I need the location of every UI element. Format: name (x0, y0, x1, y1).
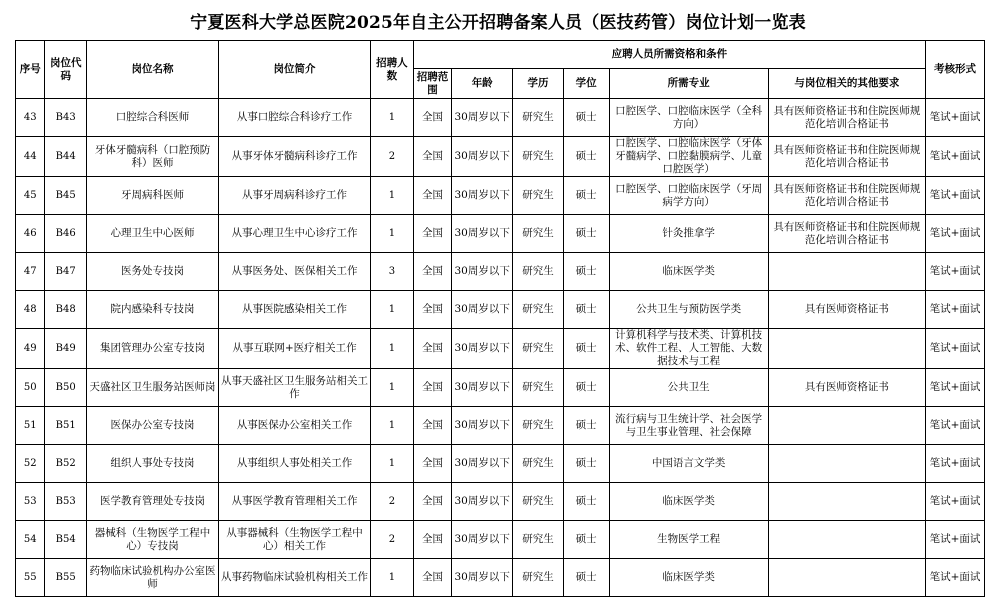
cell-major: 口腔医学、口腔临床医学（牙周病学方向） (609, 177, 768, 215)
cell-scope: 全国 (413, 521, 452, 559)
cell-count: 1 (371, 407, 414, 445)
cell-age: 30周岁以下 (452, 521, 513, 559)
cell-exam: 笔试+面试 (926, 253, 985, 291)
cell-code: B46 (45, 215, 87, 253)
header-education: 学历 (513, 69, 564, 99)
cell-education: 研究生 (513, 445, 564, 483)
cell-desc: 从事药物临床试验机构相关工作 (218, 559, 370, 597)
cell-other: 具有医师资格证书和住院医师规范化培训合格证书 (768, 137, 925, 177)
cell-seq: 43 (16, 99, 45, 137)
cell-scope: 全国 (413, 445, 452, 483)
cell-major: 临床医学类 (609, 559, 768, 597)
header-desc: 岗位简介 (218, 41, 370, 99)
cell-desc: 从事器械科（生物医学工程中心）相关工作 (218, 521, 370, 559)
cell-desc: 从事医院感染相关工作 (218, 291, 370, 329)
cell-name: 牙体牙髓病科（口腔预防科）医师 (87, 137, 219, 177)
cell-name: 院内感染科专技岗 (87, 291, 219, 329)
cell-name: 牙周病科医师 (87, 177, 219, 215)
table-row (16, 559, 985, 597)
cell-seq: 55 (16, 559, 45, 597)
cell-exam: 笔试+面试 (926, 483, 985, 521)
cell-name: 口腔综合科医师 (87, 99, 219, 137)
cell-education: 研究生 (513, 99, 564, 137)
cell-count: 2 (371, 483, 414, 521)
cell-desc: 从事医学教育管理相关工作 (218, 483, 370, 521)
cell-age: 30周岁以下 (452, 215, 513, 253)
cell-desc: 从事牙周病科诊疗工作 (218, 177, 370, 215)
cell-seq: 45 (16, 177, 45, 215)
cell-count: 1 (371, 445, 414, 483)
cell-age: 30周岁以下 (452, 369, 513, 407)
cell-major: 中国语言文学类 (609, 445, 768, 483)
cell-age: 30周岁以下 (452, 483, 513, 521)
cell-other: 具有医师资格证书 (768, 369, 925, 407)
header-name: 岗位名称 (87, 41, 219, 99)
cell-major: 计算机科学与技术类、计算机技术、软件工程、人工智能、大数据技术与工程 (609, 329, 768, 369)
cell-degree: 硕士 (563, 177, 609, 215)
cell-count: 1 (371, 369, 414, 407)
cell-desc: 从事组织人事处相关工作 (218, 445, 370, 483)
cell-major: 流行病与卫生统计学、社会医学与卫生事业管理、社会保障 (609, 407, 768, 445)
cell-seq: 53 (16, 483, 45, 521)
cell-other: 具有医师资格证书和住院医师规范化培训合格证书 (768, 177, 925, 215)
cell-degree: 硕士 (563, 329, 609, 369)
cell-code: B52 (45, 445, 87, 483)
table-body (16, 99, 985, 597)
cell-exam: 笔试+面试 (926, 559, 985, 597)
cell-degree: 硕士 (563, 291, 609, 329)
cell-count: 1 (371, 215, 414, 253)
position-plan-table (15, 40, 985, 597)
cell-degree: 硕士 (563, 407, 609, 445)
cell-age: 30周岁以下 (452, 291, 513, 329)
cell-desc: 从事医务处、医保相关工作 (218, 253, 370, 291)
cell-exam: 笔试+面试 (926, 137, 985, 177)
table-row (16, 291, 985, 329)
table-row (16, 369, 985, 407)
table-row (16, 483, 985, 521)
cell-code: B43 (45, 99, 87, 137)
cell-other: 具有医师资格证书和住院医师规范化培训合格证书 (768, 99, 925, 137)
cell-count: 1 (371, 291, 414, 329)
cell-other: 具有医师资格证书和住院医师规范化培训合格证书 (768, 215, 925, 253)
cell-scope: 全国 (413, 137, 452, 177)
cell-desc: 从事医保办公室相关工作 (218, 407, 370, 445)
table-row (16, 445, 985, 483)
cell-exam: 笔试+面试 (926, 99, 985, 137)
table-row (16, 253, 985, 291)
cell-count: 1 (371, 177, 414, 215)
page-title: 宁夏医科大学总医院2025年自主公开招聘备案人员（医技药管）岗位计划一览表 (190, 13, 806, 33)
cell-age: 30周岁以下 (452, 329, 513, 369)
cell-name: 器械科（生物医学工程中心）专技岗 (87, 521, 219, 559)
cell-other (768, 407, 925, 445)
cell-scope: 全国 (413, 291, 452, 329)
cell-other: 具有医师资格证书 (768, 291, 925, 329)
cell-degree: 硕士 (563, 483, 609, 521)
cell-count: 2 (371, 137, 414, 177)
cell-education: 研究生 (513, 521, 564, 559)
cell-degree: 硕士 (563, 369, 609, 407)
header-count: 招聘人数 (371, 41, 414, 99)
cell-age: 30周岁以下 (452, 559, 513, 597)
cell-seq: 52 (16, 445, 45, 483)
cell-code: B55 (45, 559, 87, 597)
cell-other (768, 559, 925, 597)
cell-age: 30周岁以下 (452, 99, 513, 137)
cell-degree: 硕士 (563, 445, 609, 483)
header-code: 岗位代码 (45, 41, 87, 99)
cell-scope: 全国 (413, 329, 452, 369)
cell-education: 研究生 (513, 329, 564, 369)
cell-count: 2 (371, 521, 414, 559)
cell-seq: 51 (16, 407, 45, 445)
cell-education: 研究生 (513, 177, 564, 215)
cell-desc: 从事心理卫生中心诊疗工作 (218, 215, 370, 253)
header-degree: 学位 (563, 69, 609, 99)
header-exam: 考核形式 (926, 41, 985, 99)
cell-desc: 从事口腔综合科诊疗工作 (218, 99, 370, 137)
cell-seq: 54 (16, 521, 45, 559)
cell-major: 生物医学工程 (609, 521, 768, 559)
cell-seq: 50 (16, 369, 45, 407)
cell-degree: 硕士 (563, 521, 609, 559)
cell-code: B50 (45, 369, 87, 407)
cell-major: 针灸推拿学 (609, 215, 768, 253)
cell-age: 30周岁以下 (452, 407, 513, 445)
cell-desc: 从事天盛社区卫生服务站相关工作 (218, 369, 370, 407)
cell-degree: 硕士 (563, 559, 609, 597)
cell-education: 研究生 (513, 291, 564, 329)
cell-scope: 全国 (413, 253, 452, 291)
cell-other (768, 253, 925, 291)
cell-scope: 全国 (413, 215, 452, 253)
cell-desc: 从事互联网+医疗相关工作 (218, 329, 370, 369)
cell-age: 30周岁以下 (452, 253, 513, 291)
cell-seq: 46 (16, 215, 45, 253)
cell-code: B44 (45, 137, 87, 177)
cell-education: 研究生 (513, 483, 564, 521)
cell-seq: 44 (16, 137, 45, 177)
cell-exam: 笔试+面试 (926, 177, 985, 215)
cell-major: 口腔医学、口腔临床医学（全科方向） (609, 99, 768, 137)
cell-age: 30周岁以下 (452, 445, 513, 483)
cell-major: 口腔医学、口腔临床医学（牙体牙髓病学、口腔黏膜病学、儿童口腔医学） (609, 137, 768, 177)
cell-other (768, 483, 925, 521)
cell-major: 公共卫生与预防医学类 (609, 291, 768, 329)
cell-education: 研究生 (513, 559, 564, 597)
cell-exam: 笔试+面试 (926, 369, 985, 407)
cell-education: 研究生 (513, 215, 564, 253)
cell-code: B54 (45, 521, 87, 559)
cell-degree: 硕士 (563, 253, 609, 291)
cell-name: 医务处专技岗 (87, 253, 219, 291)
cell-exam: 笔试+面试 (926, 445, 985, 483)
cell-desc: 从事牙体牙髓病科诊疗工作 (218, 137, 370, 177)
header-conditions: 应聘人员所需资格和条件 (413, 41, 925, 69)
cell-name: 医学教育管理处专技岗 (87, 483, 219, 521)
cell-degree: 硕士 (563, 99, 609, 137)
cell-exam: 笔试+面试 (926, 521, 985, 559)
cell-code: B49 (45, 329, 87, 369)
cell-code: B45 (45, 177, 87, 215)
header-major: 所需专业 (609, 69, 768, 99)
cell-exam: 笔试+面试 (926, 291, 985, 329)
cell-education: 研究生 (513, 253, 564, 291)
cell-age: 30周岁以下 (452, 137, 513, 177)
cell-scope: 全国 (413, 407, 452, 445)
table-row (16, 521, 985, 559)
cell-other (768, 329, 925, 369)
cell-scope: 全国 (413, 177, 452, 215)
table-row (16, 177, 985, 215)
table-row (16, 215, 985, 253)
cell-code: B53 (45, 483, 87, 521)
cell-exam: 笔试+面试 (926, 215, 985, 253)
cell-degree: 硕士 (563, 215, 609, 253)
cell-scope: 全国 (413, 99, 452, 137)
table-row (16, 329, 985, 369)
cell-other (768, 445, 925, 483)
cell-count: 1 (371, 329, 414, 369)
cell-education: 研究生 (513, 407, 564, 445)
cell-major: 临床医学类 (609, 483, 768, 521)
cell-education: 研究生 (513, 369, 564, 407)
cell-code: B48 (45, 291, 87, 329)
cell-scope: 全国 (413, 483, 452, 521)
cell-name: 组织人事处专技岗 (87, 445, 219, 483)
cell-scope: 全国 (413, 559, 452, 597)
cell-seq: 48 (16, 291, 45, 329)
cell-count: 1 (371, 559, 414, 597)
table-header (16, 41, 985, 99)
cell-major: 公共卫生 (609, 369, 768, 407)
cell-code: B47 (45, 253, 87, 291)
cell-name: 医保办公室专技岗 (87, 407, 219, 445)
header-age: 年龄 (452, 69, 513, 99)
cell-major: 临床医学类 (609, 253, 768, 291)
table-row (16, 137, 985, 177)
table-row (16, 407, 985, 445)
cell-code: B51 (45, 407, 87, 445)
cell-exam: 笔试+面试 (926, 407, 985, 445)
cell-exam: 笔试+面试 (926, 329, 985, 369)
cell-count: 3 (371, 253, 414, 291)
header-seq: 序号 (16, 41, 45, 99)
cell-name: 药物临床试验机构办公室医师 (87, 559, 219, 597)
cell-name: 天盛社区卫生服务站医师岗 (87, 369, 219, 407)
cell-other (768, 521, 925, 559)
cell-seq: 49 (16, 329, 45, 369)
cell-scope: 全国 (413, 369, 452, 407)
cell-education: 研究生 (513, 137, 564, 177)
header-scope: 招聘范围 (413, 69, 452, 99)
table-row (16, 99, 985, 137)
cell-count: 1 (371, 99, 414, 137)
cell-seq: 47 (16, 253, 45, 291)
cell-name: 集团管理办公室专技岗 (87, 329, 219, 369)
header-other: 与岗位相关的其他要求 (768, 69, 925, 99)
cell-age: 30周岁以下 (452, 177, 513, 215)
cell-name: 心理卫生中心医师 (87, 215, 219, 253)
cell-degree: 硕士 (563, 137, 609, 177)
